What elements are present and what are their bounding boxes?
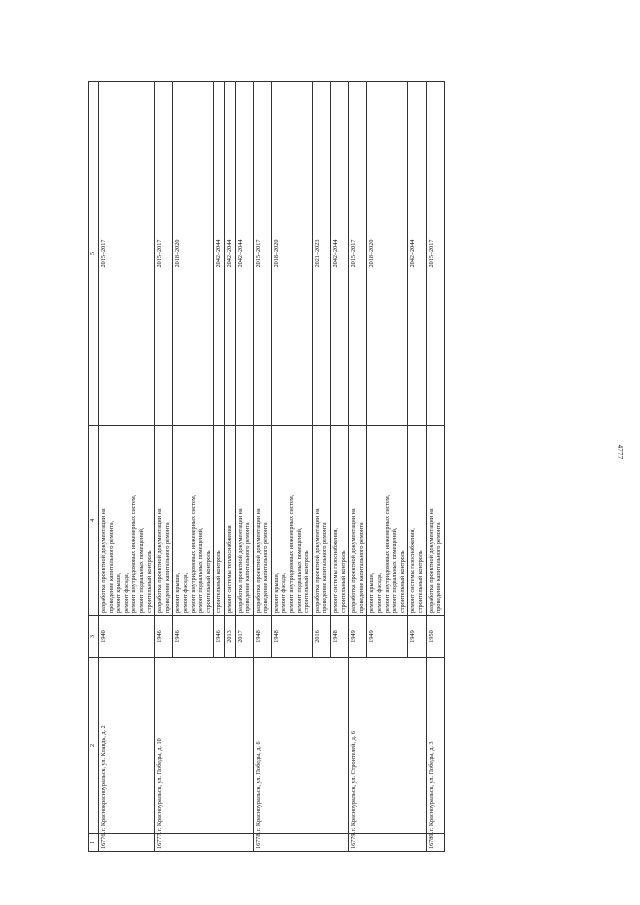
- period-cell: [173, 82, 214, 426]
- works-cell: [349, 426, 367, 616]
- work-item: разработка проектной документации на: [350, 508, 358, 613]
- work-item: ремонт фасада,: [122, 572, 130, 613]
- period-cell: [214, 82, 225, 426]
- table-row: [253, 82, 271, 852]
- year-cell: 1948: [271, 616, 312, 658]
- period-cell: [312, 82, 330, 426]
- work-item: проведение капитального ремонта: [357, 522, 365, 613]
- period-value: 2015–2017: [350, 239, 358, 268]
- work-item: разработка проектной документации на: [156, 508, 164, 613]
- work-item: строительный контроль: [303, 550, 311, 613]
- period-value: 2015–2017: [156, 239, 164, 268]
- rotated-table-wrapper: [88, 82, 602, 852]
- year-cell: 2016: [312, 616, 330, 658]
- year-cell: 1948: [331, 616, 349, 658]
- work-item: ремонт подвальных помещений,: [137, 527, 145, 613]
- year-cell: 1940: [99, 616, 155, 658]
- works-cell: [331, 426, 349, 616]
- address-cell: г. Красноуральск, ул. Победы, д. 6: [253, 658, 349, 834]
- period-cell: [349, 82, 367, 426]
- work-item: разработка проектной документации на: [236, 508, 244, 613]
- work-item: разработка проектной документации на: [427, 508, 435, 613]
- year-cell: 1946: [173, 616, 214, 658]
- table-header-row: [89, 82, 99, 852]
- work-item: ремонт фасада,: [181, 572, 189, 613]
- work-item: ремонт внутридомовых инженерных систем,: [189, 494, 197, 613]
- work-item: строительный контроль: [398, 550, 406, 613]
- work-item: строительный контроль: [145, 550, 153, 613]
- period-value: 2042–2044: [225, 239, 233, 268]
- address-cell: г. Красноуральск, ул. Победы, д. 10: [155, 658, 254, 834]
- period-cell: [271, 82, 312, 426]
- work-item: проведение капитального ремонта: [321, 522, 329, 613]
- column-header: 2: [89, 658, 99, 834]
- period-cell: [99, 82, 155, 426]
- row-number: 16777.: [155, 834, 254, 852]
- works-cell: [235, 426, 253, 616]
- period-value: 2042–2044: [215, 239, 223, 268]
- works-cell: [253, 426, 271, 616]
- year-cell: 1946: [214, 616, 225, 658]
- work-item: ремонт системы газоснабжения,: [332, 528, 340, 613]
- address-cell: г. Краснокрасноуральск, ул. Клавдь, д. 2: [99, 658, 155, 834]
- work-item: ремонт подвальных помещений,: [295, 527, 303, 613]
- period-value: 2021–2023: [313, 239, 321, 268]
- year-cell: 2017: [235, 616, 253, 658]
- row-number: 16778.: [253, 834, 349, 852]
- works-cell: [426, 426, 444, 616]
- period-value: 2018–2020: [368, 239, 376, 268]
- work-item: ремонт подвальных помещений,: [391, 527, 399, 613]
- period-value: 2015–2017: [427, 239, 435, 268]
- work-item: ремонт внутридомовых инженерных систем,: [288, 494, 296, 613]
- work-item: разработка проектной документации на: [254, 508, 262, 613]
- period-cell: [408, 82, 426, 426]
- work-item: строительный контроль: [204, 550, 212, 613]
- column-header: 4: [89, 426, 99, 616]
- column-header: 3: [89, 616, 99, 658]
- year-cell: 1948: [253, 616, 271, 658]
- row-number: 16780.: [426, 834, 444, 852]
- period-cell: [426, 82, 444, 426]
- work-item: ремонт системы газоснабжения,: [409, 528, 417, 613]
- work-item: разработка проектной документации на: [100, 508, 107, 613]
- period-cell: [155, 82, 173, 426]
- table-row: [99, 82, 155, 852]
- address-cell: г. Красноуральск, ул. Победы, д. 3: [426, 658, 444, 834]
- works-cell: [173, 426, 214, 616]
- work-item: строительный контроль: [339, 550, 347, 613]
- work-item: разработка проектной документации на: [313, 508, 321, 613]
- work-item: проведение капитального ремонта,: [107, 520, 115, 613]
- period-value: 2015–2017: [100, 239, 107, 268]
- works-cell: [367, 426, 408, 616]
- period-value: 2018–2020: [174, 239, 182, 268]
- work-item: ремонт фасада,: [280, 572, 288, 613]
- address-cell: г. Красноуральск, ул. Строителей, д. 6: [349, 658, 426, 834]
- year-cell: 1949: [408, 616, 426, 658]
- work-item: ремонт системы теплоснабжения: [225, 525, 233, 613]
- period-value: 2042–2044: [409, 239, 417, 268]
- row-number: 16776.: [99, 834, 155, 852]
- work-item: проведение капитального ремонта: [163, 522, 171, 613]
- period-value: 2015–2017: [254, 239, 262, 268]
- work-item: ремонт крыши,: [174, 572, 182, 613]
- works-cell: [271, 426, 312, 616]
- work-item: ремонт крыши,: [115, 572, 123, 613]
- works-cell: [224, 426, 235, 616]
- works-cell: [99, 426, 155, 616]
- work-item: проведение капитального ремонта: [244, 522, 252, 613]
- year-cell: 1949: [367, 616, 408, 658]
- work-item: ремонт фасада,: [376, 572, 383, 613]
- work-item: строительный контроль: [416, 550, 424, 613]
- works-cell: [408, 426, 426, 616]
- period-cell: [253, 82, 271, 426]
- table-row: [155, 82, 173, 852]
- period-value: 2018–2020: [272, 239, 280, 268]
- table-body: [99, 82, 445, 852]
- works-cell: [214, 426, 225, 616]
- work-item: проведение капитального ремонта: [435, 522, 443, 613]
- year-cell: 1950: [426, 616, 444, 658]
- row-number: 16779.: [349, 834, 426, 852]
- work-item: проведение капитального ремонта: [262, 522, 270, 613]
- works-cell: [155, 426, 173, 616]
- column-header: 1: [89, 834, 99, 852]
- work-item: строительный контроль: [215, 550, 223, 613]
- year-cell: 2013: [224, 616, 235, 658]
- work-item: ремонт крыши,: [368, 572, 376, 613]
- page-number: 4777: [616, 444, 624, 460]
- work-item: ремонт подвальных помещений,: [197, 527, 205, 613]
- year-cell: 1946: [155, 616, 173, 658]
- works-cell: [312, 426, 330, 616]
- period-cell: [331, 82, 349, 426]
- year-cell: 1949: [349, 616, 367, 658]
- period-cell: [367, 82, 408, 426]
- table-row: [426, 82, 444, 852]
- column-header: 5: [89, 82, 99, 426]
- period-value: 2042–2044: [236, 239, 244, 268]
- work-item: ремонт крыши,: [272, 572, 280, 613]
- work-item: ремонт внутридомовых инженерных систем,: [383, 494, 391, 613]
- repair-schedule-table: [88, 81, 445, 852]
- table-row: [349, 82, 367, 852]
- work-item: ремонт внутридомовых инженерных систем,: [130, 494, 138, 613]
- period-value: 2042–2044: [332, 239, 340, 268]
- period-cell: [224, 82, 235, 426]
- period-cell: [235, 82, 253, 426]
